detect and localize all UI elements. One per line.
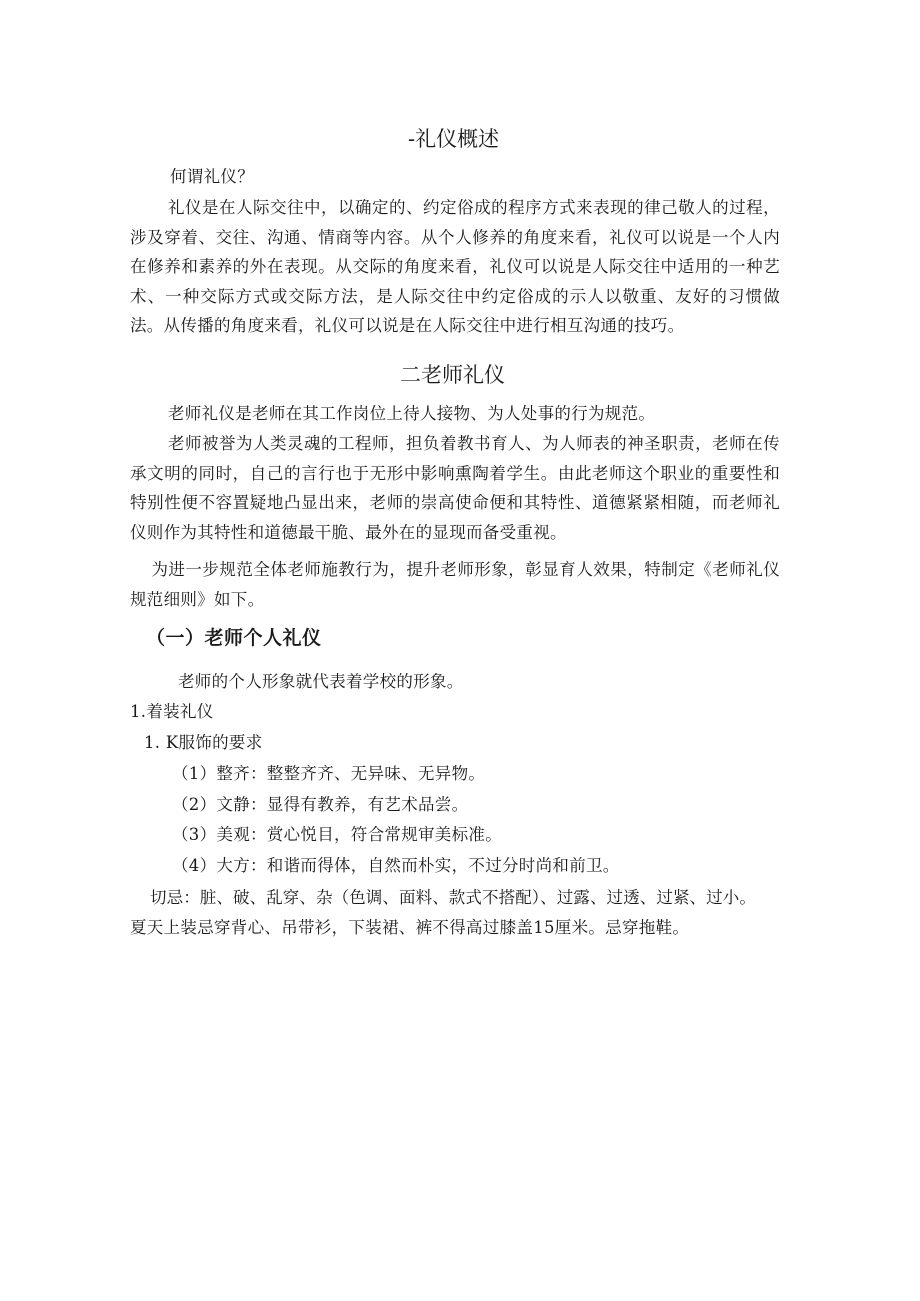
taboo-line-2: 夏天上装忌穿背心、吊带衫，下装裙、裤不得高过膝盖15厘米。忌穿拖鞋。 <box>130 918 690 937</box>
teacher-role-paragraph: 老师被誉为人类灵魂的工程师，担负着教书育人、为人师表的神圣职责，老师在传承文明的同时，自己的言行也于无形中影响熏陶着学生。由此老师这个职业的重要性和特别性便不容置疑地凸显出来，老师的崇高使命便和其特性、道德紧紧相随，而老师礼仪则作为其特性和道德最干脆、最外在的显现而备受重视。 <box>130 434 780 542</box>
subsection-title-personal-etiquette: （一）老师个人礼仪 <box>146 627 322 649</box>
requirement-aesthetic: （3）美观：赏心悦目，符合常规审美标准。 <box>172 825 502 844</box>
requirement-quiet: （2）文静：显得有教养，有艺术品尝。 <box>172 795 469 814</box>
purpose-paragraph: 为进一步规范全体老师施教行为，提升老师形象，彰显育人效果，特制定《老师礼仪规范细则》如下。 <box>130 560 780 609</box>
section-title-teacher-etiquette: 二老师礼仪 <box>400 363 505 387</box>
teacher-etiquette-definition: 老师礼仪是老师在其工作岗位上待人接物、为人处事的行为规范。 <box>168 404 656 423</box>
list-item-clothing-requirements: 1. K服饰的要求 <box>144 733 263 752</box>
question-what-is-etiquette: 何谓礼仪？ <box>170 167 254 186</box>
list-item-dress-etiquette: 1.着装礼仪 <box>130 702 214 721</box>
personal-image-statement: 老师的个人形象就代表着学校的形象。 <box>178 672 464 691</box>
requirement-generous: （4）大方：和谐而得体，自然而朴实，不过分时尚和前卫。 <box>172 856 620 875</box>
requirement-neat: （1）整齐：整整齐齐、无异味、无异物。 <box>172 764 486 783</box>
etiquette-definition-paragraph: 礼仪是在人际交往中，以确定的、约定俗成的程序方式来表现的律己敬人的过程，涉及穿着、交往、沟通、情商等内容。从个人修养的角度来看，礼仪可以说是一个人内在修养和素养的外在表现。从交际的角度来看，礼仪可以说是人际交往中适用的一种艺术、一种交际方式或交际方法，是人际交往中约定俗成的示人以敬重、友好的习惯做法。从传播的角度来看，礼仪可以说是在人际交往中进行相互沟通的技巧。 <box>130 198 780 335</box>
section-title-etiquette-overview: -礼仪概述 <box>408 127 500 151</box>
taboo-line-1: 切忌：脏、破、乱穿、杂（色调、面料、款式不搭配）、过露、过透、过紧、过小。 <box>150 888 756 907</box>
